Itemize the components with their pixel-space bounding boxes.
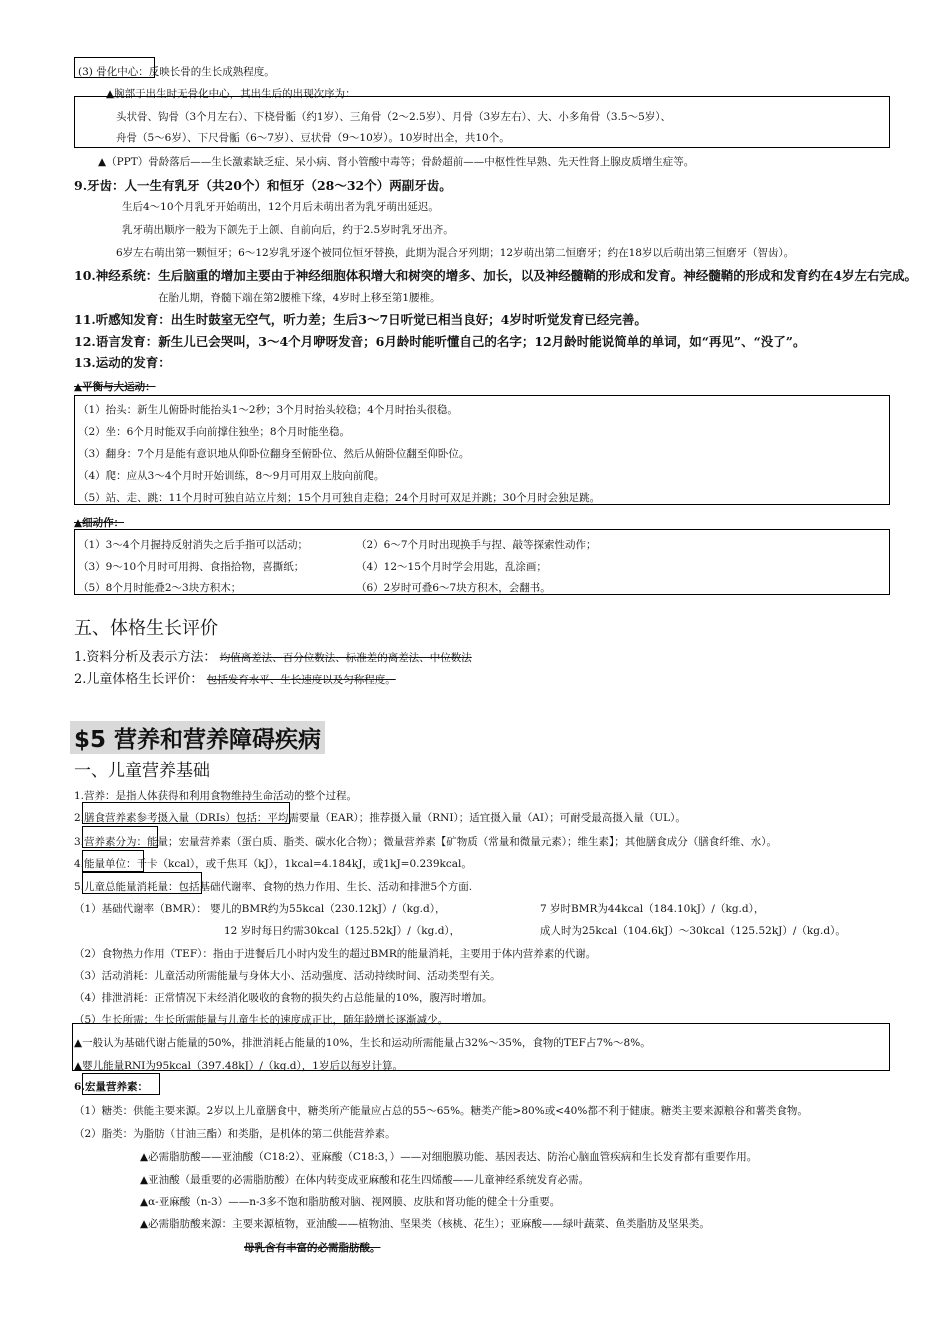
section5-title: 五、体格生长评价: [74, 618, 218, 639]
fine-motor-l2: （3）9～10个月时可用拇、食指拾物，喜撕纸；: [78, 561, 305, 573]
section5-item2-label: 2.儿童体格生长评价：: [74, 672, 204, 687]
total-energy-line: 5.儿童总能量消耗量：包括基础代谢率、食物的热力作用、生长、活动和排泄5个方面.: [74, 881, 473, 893]
fine-motor-l1: （1）3～4个月握持反射消失之后手指可以活动；: [78, 539, 309, 551]
gross-motor-label: ▲平衡与大运动：: [74, 381, 156, 393]
growth-line: （5）生长所需：生长所需能量与儿童生长的速度成正比，随年龄增长逐渐减少。: [74, 1014, 449, 1026]
gross-motor-1: （1）抬头：新生儿俯卧时能抬头1～2秒；3个月时抬头较稳；4个月时抬头很稳。: [78, 404, 458, 416]
fine-motor-r3: （6）2岁时可叠6～7块方积木，会翻书。: [356, 582, 551, 594]
nervous-line2: 在胎儿期，脊髓下端在第2腰椎下缘，4岁时上移至第1腰椎。: [158, 292, 441, 304]
gross-motor-3: （3）翻身：7个月是能有意识地从仰卧位翻身至俯卧位、然后从俯卧位翻至仰卧位。: [78, 448, 470, 460]
nutrition-def: 1.营养：是指人体获得和利用食物维持生命活动的整个过程。: [74, 790, 358, 802]
activity-line: （3）活动消耗：儿童活动所需能量与身体大小、活动强度、活动持续时间、活动类型有关。: [74, 970, 501, 982]
nutrient-types-line: 3.营养素分为：能量；宏量营养素（蛋白质、脂类、碳水化合物）；微量营养素【矿物质（常量和微量元素）；维生素】；其他膳食成分（膳食纤维、水）。: [74, 836, 778, 848]
excretion-line: （4）排泄消耗：正常情况下未经消化吸收的食物的损失约占总能量的10%，腹泻时增加。: [74, 992, 493, 1004]
fine-motor-label: ▲细动作：: [74, 517, 125, 529]
bone-age-note: ▲（PPT）骨龄落后——生长激素缺乏症、呆小病、肾小管酸中毒等；骨龄超前——中枢性性早熟、先天性肾上腺皮质增生症等。: [98, 156, 695, 168]
teeth-line1: 生后4～10个月乳牙开始萌出，12个月后未萌出者为乳牙萌出延迟。: [122, 201, 439, 213]
tef-line: （2）食物热力作用（TEF）：指由于进餐后几小时内发生的超过BMR的能量消耗，主要用于体内营养素的代谢。: [74, 948, 597, 960]
chapter-subtitle: 一、儿童营养基础: [74, 761, 210, 781]
dris-line: 2.膳食营养素参考摄入量（DRIs）包括：平均需要量（EAR）；推荐摄入量（RNI）；适宜摄入量（AI）；可耐受最高摄入量（UL）。: [74, 812, 686, 824]
energy-unit-line: 4.能量单位：千卡（kcal），或千焦耳（kJ），1kcal=4.184kJ，或1kJ=0.239kcal。: [74, 858, 472, 870]
macro-heading: 6.宏量营养素：: [74, 1081, 148, 1093]
carb-line: （1）糖类：供能主要来源。2岁以上儿童膳食中，糖类所产能量应占总的55～65%。糖类产能>80%或<40%都不利于健康。糖类主要来源粮谷和薯类食物。: [74, 1105, 808, 1117]
section5-item1: [74, 646, 472, 665]
carpal-order-line1: 头状骨、钩骨（3个月左右）、下桡骨骺（约1岁）、三角骨（2～2.5岁）、月骨（3岁左右）、大、小多角骨（3.5～5岁）、: [116, 111, 672, 123]
fine-motor-l3: （5）8个月时能叠2～3块方积木；: [78, 582, 242, 594]
gross-motor-2: （2）坐：6个月时能双手向前撑住独坐；8个月时能坐稳。: [78, 426, 351, 438]
teeth-heading: 9.牙齿：人一生有乳牙（共20个）和恒牙（28～32个）两副牙齿。: [74, 178, 452, 193]
bmr-line1-right: 7 岁时BMR为44kcal（184.10kJ）/（kg.d），: [540, 903, 765, 915]
efa-line4: ▲必需脂肪酸来源：主要来源植物，亚油酸——植物油、坚果类（核桃、花生）；亚麻酸——绿叶蔬菜、鱼类脂肪及坚果类。: [140, 1218, 710, 1230]
gross-motor-4: （4）爬：应从3～4个月时开始训练，8～9月可用双上肢向前爬。: [78, 470, 385, 482]
efa-line2: ▲亚油酸（最重要的必需脂肪酸）在体内转变成亚麻酸和花生四烯酸——儿童神经系统发育必需。: [140, 1174, 590, 1186]
carpal-intro: ▲腕部于出生时无骨化中心，其出生后的出现次序为：: [106, 88, 356, 100]
lipid-line: （2）脂类：为脂肪（甘油三酯）和类脂，是机体的第二供能营养素。: [74, 1128, 396, 1140]
language-heading: 12.语言发育：新生儿已会哭叫，3～4个月咿呀发音；6月龄时能听懂自己的名字；12月龄时能说简单的单词，如“再见”、“没了”。: [74, 334, 806, 349]
efa-line5: 母乳含有丰富的必需脂肪酸。: [244, 1242, 381, 1254]
energy-summary-2: ▲婴儿能量RNI为95kcal（397.48kJ）/（kg.d），1岁后以每岁计算。: [74, 1060, 403, 1072]
bmr-line2: 12 岁时每日约需30kcal（125.52kJ）/（kg.d），: [224, 925, 461, 937]
section5-item1-label: 1.资料分析及表示方法：: [74, 650, 217, 665]
bmr-line2-right: 成人时为25kcal（104.6kJ）～30kcal（125.52kJ）/（kg.d）。: [540, 925, 846, 937]
carpal-order-line2: 舟骨（5～6岁）、下尺骨骺（6～7岁）、豆状骨（9～10岁）。10岁时出全，共10个。: [116, 132, 510, 144]
efa-line3: ▲α-亚麻酸（n-3）——n-3多不饱和脂肪酸对脑、视网膜、皮肤和肾功能的健全十分重要。: [140, 1196, 561, 1208]
gross-motor-5: （5）站、走、跳：11个月时可独自站立片刻；15个月可独自走稳；24个月时可双足并跳；30个月时会独足跳。: [78, 492, 601, 504]
section5-item2-text: 包括发育水平、生长速度以及匀称程度。: [206, 674, 396, 686]
teeth-line2: 乳牙萌出顺序一般为下颌先于上颌、自前向后，约于2.5岁时乳牙出齐。: [122, 224, 454, 236]
fine-motor-r2: （4）12～15个月时学会用匙，乱涂画；: [356, 561, 547, 573]
section5-item1-text: 均值离差法、百分位数法、标准差的离差法、中位数法: [219, 652, 472, 664]
bmr-line1: （1）基础代谢率（BMR）： 婴儿的BMR约为55kcal（230.12kJ）/（kg.d），: [74, 903, 446, 915]
motor-heading: 13.运动的发育：: [74, 355, 171, 370]
energy-summary-1: ▲一般认为基础代谢占能量的50%，排泄消耗占能量的10%，生长和运动所需能量占32%～35%，食物的TEF占7%～8%。: [74, 1037, 651, 1049]
ossification-line: (3) 骨化中心：反映长骨的生长成熟程度。: [78, 66, 275, 78]
chapter-title: $5 营养和营养障碍疾病: [70, 721, 325, 754]
hearing-heading: 11.听感知发育：出生时鼓室无空气，听力差；生后3～7日听觉已相当良好；4岁时听觉发育已经完善。: [74, 312, 647, 327]
teeth-line3: 6岁左右萌出第一颗恒牙；6～12岁乳牙逐个被同位恒牙替换，此期为混合牙列期；12岁萌出第二恒磨牙；约在18岁以后萌出第三恒磨牙（智齿）。: [116, 247, 795, 259]
nervous-heading: 10.神经系统：生后脑重的增加主要由于神经细胞体积增大和树突的增多、加长，以及神经髓鞘的形成和发育。神经髓鞘的形成和发育约在4岁左右完成。: [74, 268, 917, 283]
fine-motor-r1: （2）6～7个月时出现换手与捏、敲等探索性动作；: [356, 539, 597, 551]
efa-line1: ▲必需脂肪酸——亚油酸（C18:2）、亚麻酸（C18:3，）——对细胞膜功能、基因表达、防治心脑血管疾病和生长发育都有重要作用。: [140, 1151, 758, 1163]
section5-item2: [74, 668, 396, 687]
